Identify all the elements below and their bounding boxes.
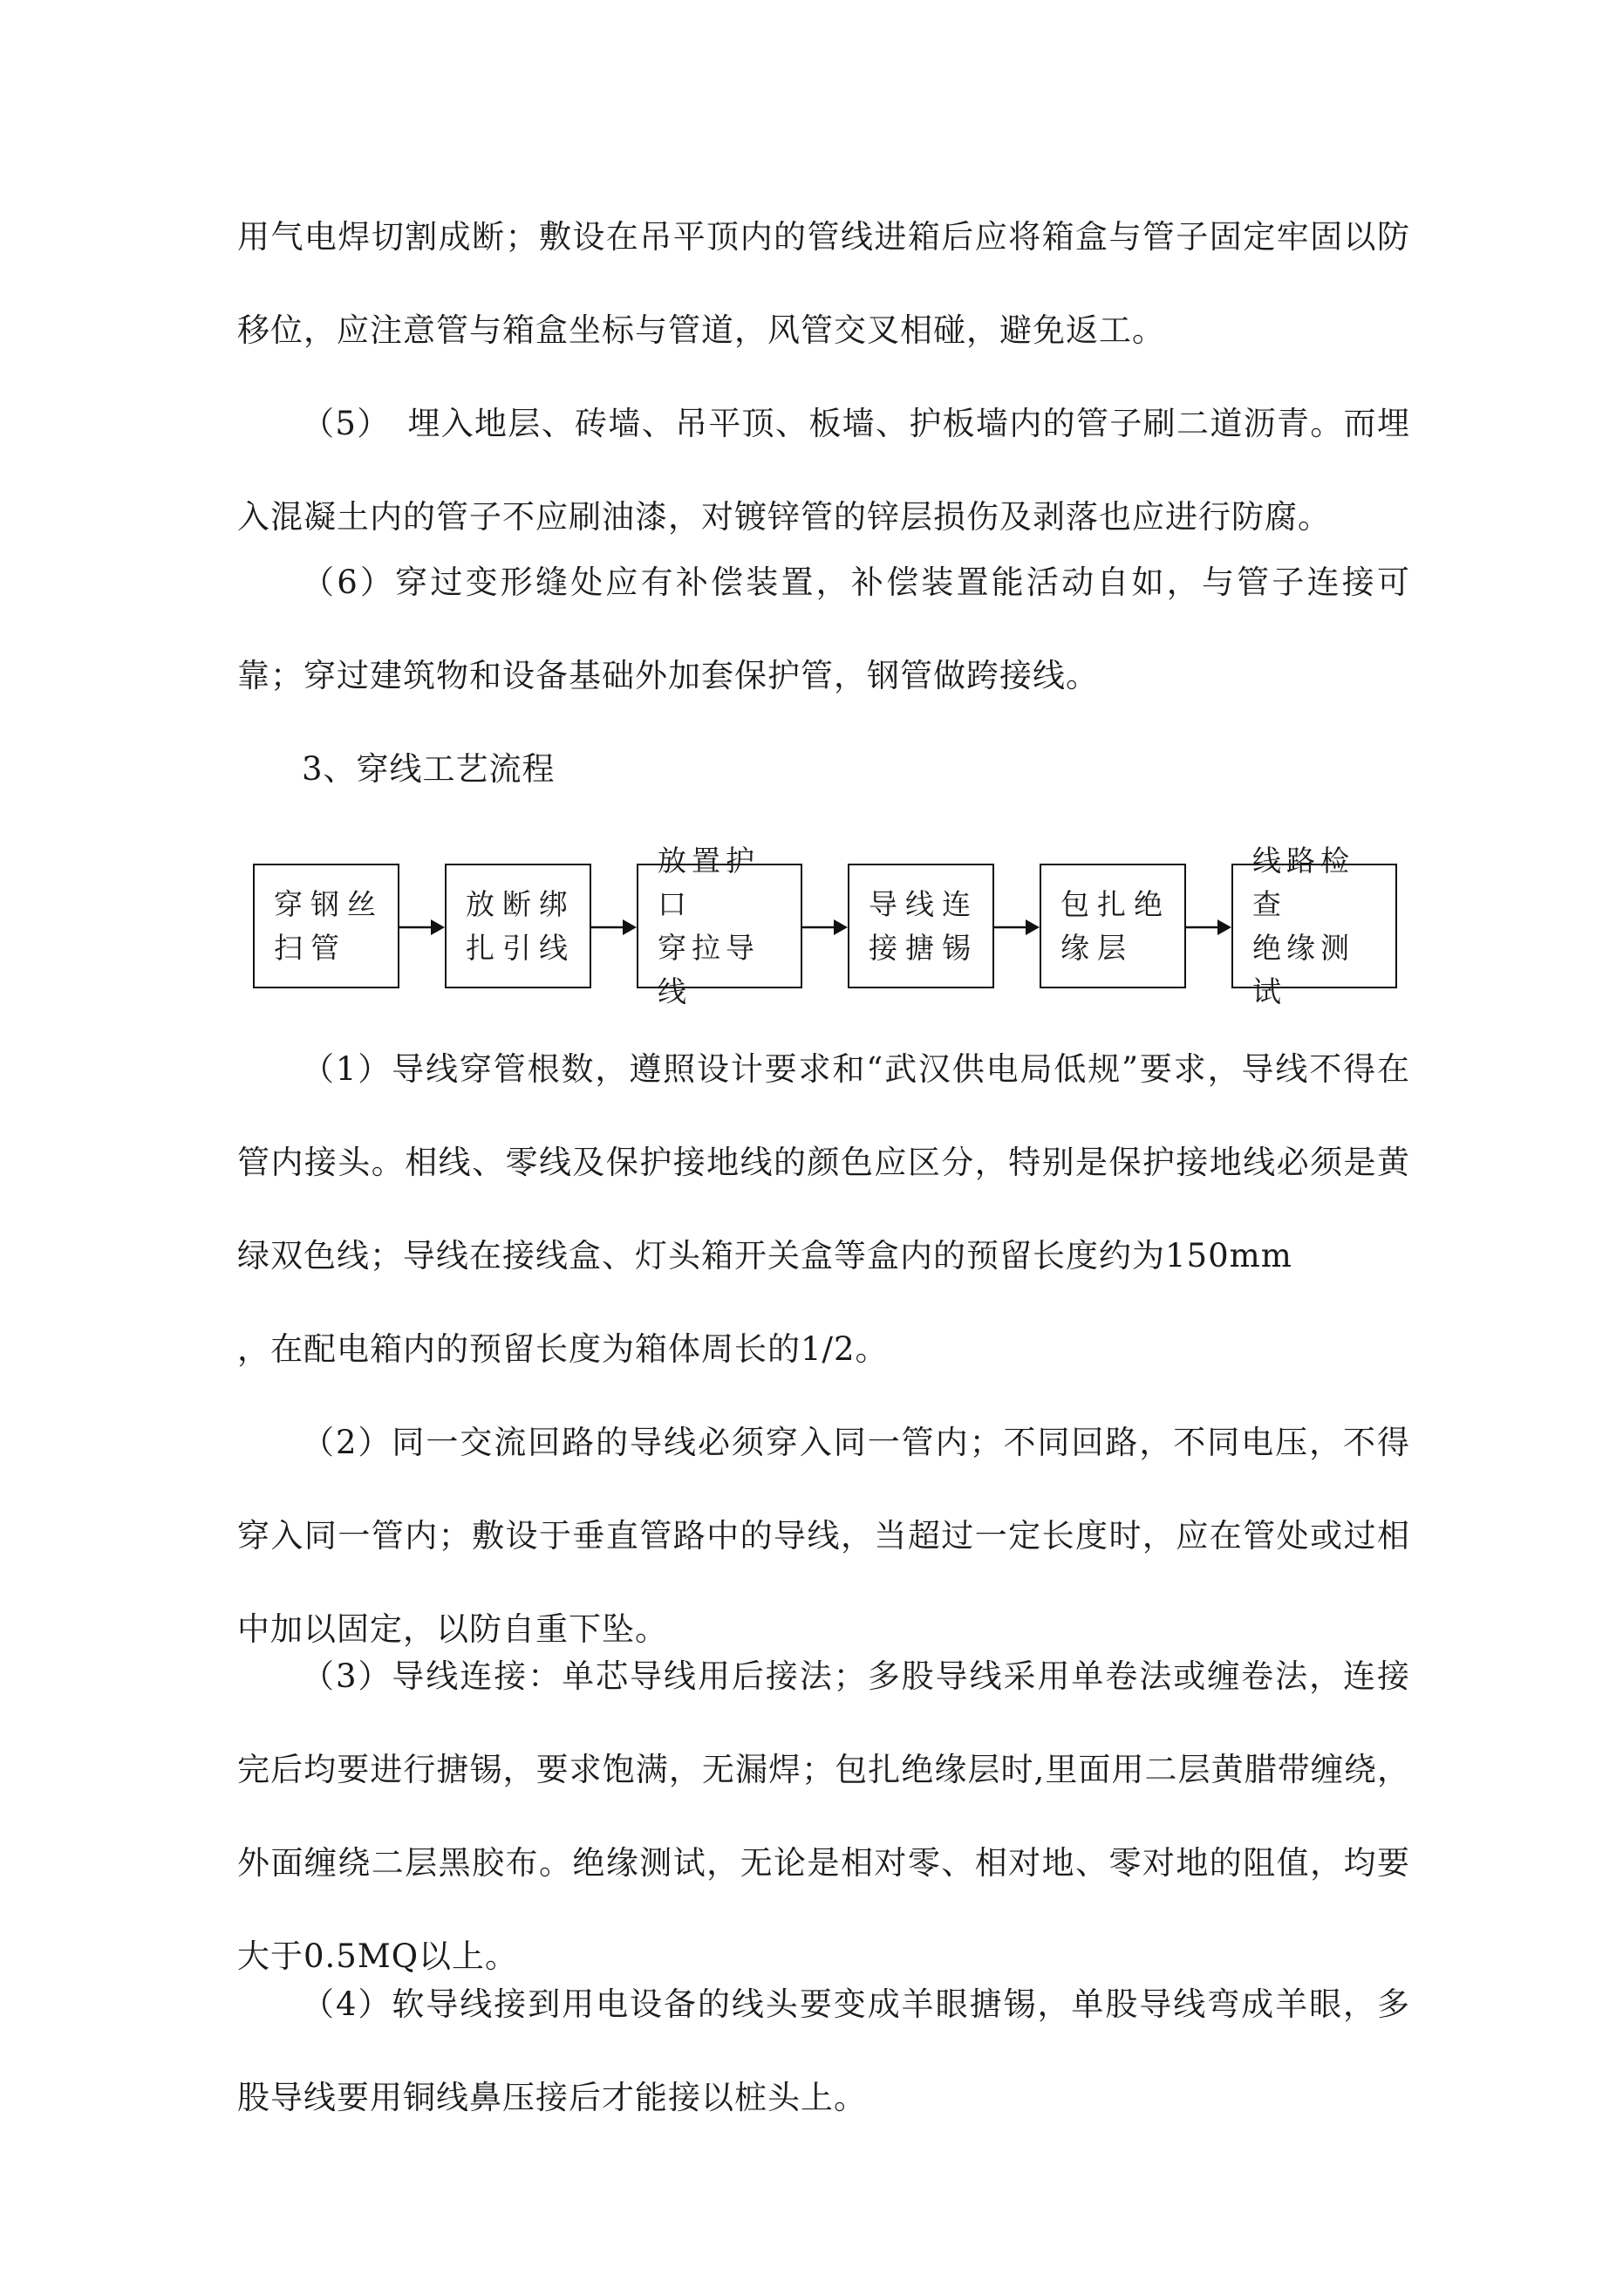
paragraph-item-1-continuation: ，在配电箱内的预留长度为箱体周长的1/2。: [237, 1330, 889, 1368]
arrow-right-icon: [399, 916, 445, 939]
arrow-right-icon: [994, 916, 1040, 939]
arrow-right-icon: [802, 916, 848, 939]
flow-step-box: 导线连 接搪锡: [848, 864, 994, 988]
paragraph-item-4: （4）软导线接到用电设备的线头要变成羊眼搪锡，单股导线弯成羊眼，多股导线要用铜线鼻压接后才能接以桩头上。: [237, 1985, 1410, 2116]
arrow-right-icon: [591, 916, 637, 939]
paragraph-item-1: （1）导线穿管根数，遵照设计要求和“武汉供电局低规”要求，导线不得在管内接头。相线、零线及保护接地线的颜色应区分，特别是保护接地线必须是黄绿双色线；导线在接线盒、灯头箱开关盒等盒内的预留长度约为150mm: [237, 1050, 1410, 1274]
paragraph-continuation: 用气电焊切割成断；敷设在吊平顶内的管线进箱后应将箱盒与管子固定牢固以防移位，应注意管与箱盒坐标与管道，风管交叉相碰，避免返工。: [237, 218, 1410, 349]
paragraph-item-2: （2）同一交流回路的导线必须穿入同一管内；不同回路，不同电压，不得穿入同一管内；敷设于垂直管路中的导线，当超过一定长度时，应在管处或过相中加以固定，以防自重下坠。: [237, 1424, 1410, 1648]
arrow-right-icon: [1186, 916, 1231, 939]
flow-step-box: 放置护口 穿拉导线: [637, 864, 802, 988]
flow-step-box: 包扎绝 缘层: [1040, 864, 1186, 988]
flow-step-box: 放断绑 扎引线: [445, 864, 591, 988]
paragraph-item-3: （3）导线连接：单芯导线用后接法；多股导线采用单卷法或缠卷法，连接完后均要进行搪锡，要求饱满，无漏焊；包扎绝缘层时,里面用二层黄腊带缠绕，外面缠绕二层黑胶布。绝缘测试，无论是相对零、相对地、零对地的阻值，均要大于0.5MQ以上。: [237, 1657, 1410, 1975]
section-heading: 3、穿线工艺流程: [302, 750, 556, 788]
flow-step-box: 线路检查 绝缘测试: [1231, 864, 1397, 988]
flow-step-box: 穿钢丝 扫管: [253, 864, 399, 988]
paragraph-item-5: （5） 埋入地层、砖墙、吊平顶、板墙、护板墙内的管子刷二道沥青。而埋入混凝土内的管子不应刷油漆，对镀锌管的锌层损伤及剥落也应进行防腐。: [237, 405, 1410, 536]
process-flowchart: [253, 843, 1387, 1008]
paragraph-item-6: （6）穿过变形缝处应有补偿装置，补偿装置能活动自如，与管子连接可靠；穿过建筑物和设备基础外加套保护管，钢管做跨接线。: [237, 564, 1410, 694]
